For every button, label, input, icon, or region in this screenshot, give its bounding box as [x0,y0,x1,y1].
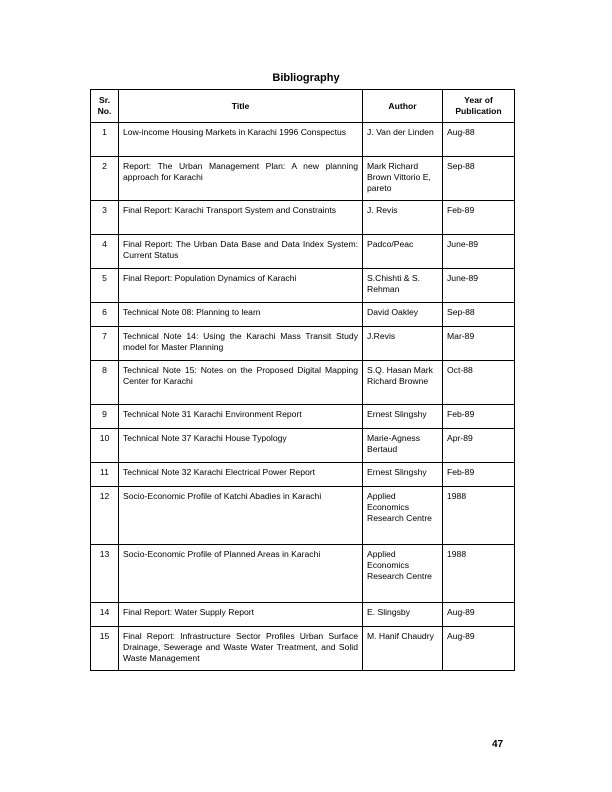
cell-title: Final Report: Infrastructure Sector Profiles Urban Surface Drainage, Sewerage and Waste Water Treatment, and Solid Waste Management [119,627,363,671]
table-row [91,487,515,545]
cell-no: 15 [91,627,119,671]
table-row [91,269,515,303]
cell-title: Socio-Economic Profile of Planned Areas in Karachi [119,545,363,603]
cell-no: 10 [91,429,119,463]
table-row [91,361,515,405]
page-title: Bibliography [272,72,340,84]
cell-year: Sep-88 [443,303,515,327]
cell-no: 3 [91,201,119,235]
table-row [91,123,515,157]
table-row [91,201,515,235]
cell-no: 2 [91,157,119,201]
cell-title: Final Report: Population Dynamics of Karachi [119,269,363,303]
table-row [91,235,515,269]
cell-title: Socio-Economic Profile of Katchi Abadies in Karachi [119,487,363,545]
cell-year: Aug-89 [443,627,515,671]
cell-year: Mar-89 [443,327,515,361]
table-row [91,429,515,463]
cell-author: Ernest Slingshy [363,463,443,487]
cell-year: Aug-88 [443,123,515,157]
cell-year: Apr-89 [443,429,515,463]
cell-no: 6 [91,303,119,327]
cell-author: S.Q. Hasan Mark Richard Browne [363,361,443,405]
cell-year: 1988 [443,487,515,545]
table-row [91,303,515,327]
cell-no: 12 [91,487,119,545]
cell-no: 14 [91,603,119,627]
cell-author: Padco/Peac [363,235,443,269]
cell-title: Final Report: The Urban Data Base and Data Index System: Current Status [119,235,363,269]
cell-author: M. Hanif Chaudry [363,627,443,671]
cell-year: Oct-88 [443,361,515,405]
cell-title: Technical Note 37 Karachi House Typology [119,429,363,463]
table-row [91,405,515,429]
cell-title: Technical Note 15: Notes on the Proposed Digital Mapping Center for Karachi [119,361,363,405]
cell-title: Technical Note 32 Karachi Electrical Power Report [119,463,363,487]
cell-year: Feb-89 [443,405,515,429]
cell-no: 9 [91,405,119,429]
cell-no: 7 [91,327,119,361]
cell-author: David Oakley [363,303,443,327]
header-year: Year of Publication [443,90,515,123]
page-number: 47 [492,739,504,750]
cell-author: S.Chishti & S. Rehman [363,269,443,303]
cell-author: J. Van der Linden [363,123,443,157]
cell-no: 8 [91,361,119,405]
cell-title: Low-income Housing Markets in Karachi 1996 Conspectus [119,123,363,157]
cell-title: Final Report: Water Supply Report [119,603,363,627]
cell-title: Technical Note 08: Planning to learn [119,303,363,327]
cell-year: June-89 [443,235,515,269]
bibliography-table [90,89,515,671]
table-row [91,463,515,487]
cell-year: June-89 [443,269,515,303]
cell-author: Marie-Agness Bertaud [363,429,443,463]
header-author: Author [363,90,443,123]
cell-year: Feb-89 [443,201,515,235]
table-row [91,157,515,201]
header-title: Title [119,90,363,123]
cell-no: 1 [91,123,119,157]
cell-author: E. Slingsby [363,603,443,627]
cell-author: Applied Economics Research Centre [363,487,443,545]
cell-author: Ernest Slingshy [363,405,443,429]
cell-no: 4 [91,235,119,269]
cell-title: Final Report: Karachi Transport System and Constraints [119,201,363,235]
cell-author: Mark Richard Brown Vittorio E, pareto [363,157,443,201]
cell-title: Technical Note 14: Using the Karachi Mass Transit Study model for Master Planning [119,327,363,361]
cell-title: Technical Note 31 Karachi Environment Report [119,405,363,429]
cell-title: Report: The Urban Management Plan: A new planning approach for Karachi [119,157,363,201]
cell-year: Aug-89 [443,603,515,627]
table-row [91,627,515,671]
cell-no: 13 [91,545,119,603]
table-row [91,603,515,627]
table-header-row [91,90,515,123]
cell-author: J.Revis [363,327,443,361]
cell-author: Applied Economics Research Centre [363,545,443,603]
cell-author: J. Revis [363,201,443,235]
cell-year: 1988 [443,545,515,603]
header-no: Sr. No. [91,90,119,123]
cell-no: 5 [91,269,119,303]
cell-no: 11 [91,463,119,487]
cell-year: Sep-88 [443,157,515,201]
cell-year: Feb-89 [443,463,515,487]
table-row [91,327,515,361]
table-row [91,545,515,603]
